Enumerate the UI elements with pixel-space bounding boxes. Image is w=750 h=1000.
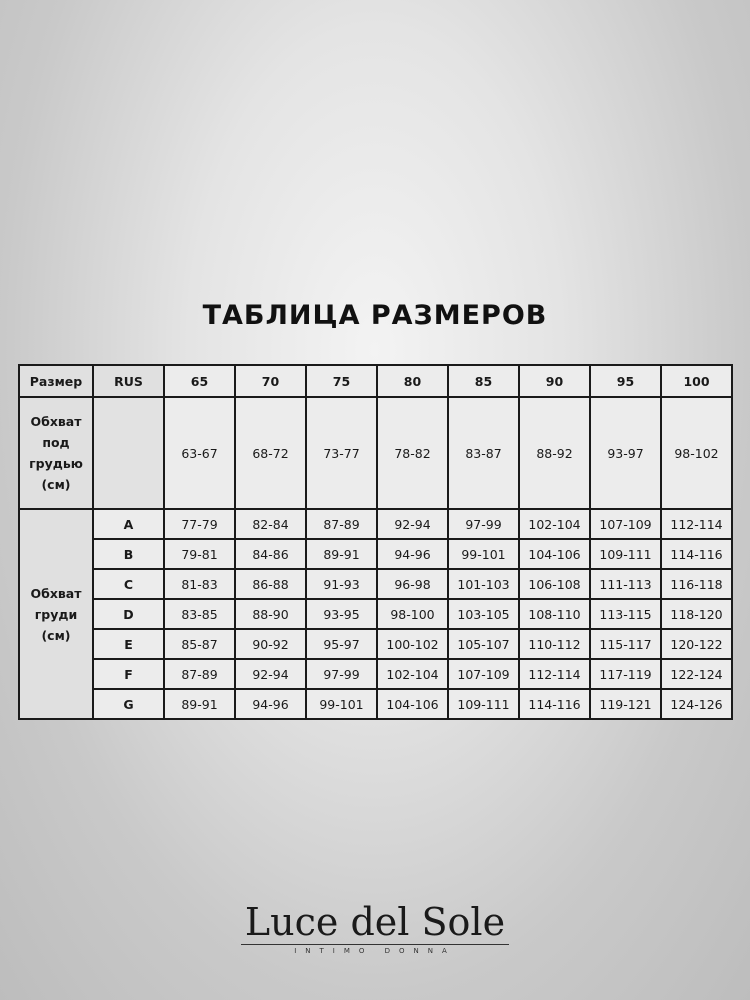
- bust-value: 82-84: [235, 509, 306, 539]
- underbust-label-line: под: [42, 435, 70, 450]
- bust-value: 106-108: [519, 569, 590, 599]
- bust-value: 114-116: [519, 689, 590, 719]
- bust-value: 92-94: [235, 659, 306, 689]
- bust-value: 112-114: [661, 509, 732, 539]
- bust-value: 79-81: [164, 539, 235, 569]
- bust-value: 101-103: [448, 569, 519, 599]
- bust-value: 86-88: [235, 569, 306, 599]
- cup-row: [19, 659, 732, 689]
- bust-value: 124-126: [661, 689, 732, 719]
- bust-value: 104-106: [519, 539, 590, 569]
- size-chart-table: [18, 364, 733, 720]
- size-header: 70: [235, 365, 306, 397]
- bust-value: 116-118: [661, 569, 732, 599]
- bust-label-line: Обхват: [30, 585, 82, 601]
- underbust-value: 83-87: [448, 397, 519, 509]
- size-label-cell: Размер: [19, 365, 93, 397]
- bust-value: 102-104: [377, 659, 448, 689]
- bust-value: 94-96: [235, 689, 306, 719]
- bust-value: 109-111: [448, 689, 519, 719]
- bust-value: 81-83: [164, 569, 235, 599]
- cup-row: [19, 629, 732, 659]
- bust-value: 105-107: [448, 629, 519, 659]
- size-header: 95: [590, 365, 661, 397]
- cup-row: [19, 569, 732, 599]
- size-header: 85: [448, 365, 519, 397]
- bust-label-line: груди: [34, 606, 78, 622]
- bust-value: 87-89: [306, 509, 377, 539]
- bust-value: 94-96: [377, 539, 448, 569]
- bust-value: 96-98: [377, 569, 448, 599]
- cup-letter: C: [93, 569, 164, 599]
- bust-value: 77-79: [164, 509, 235, 539]
- cup-letter: D: [93, 599, 164, 629]
- bust-value: 100-102: [377, 629, 448, 659]
- bust-value: 85-87: [164, 629, 235, 659]
- header-row: [19, 365, 732, 397]
- empty-cell: [93, 397, 164, 509]
- bust-value: 103-105: [448, 599, 519, 629]
- bust-label: [19, 509, 93, 719]
- underbust-value: 93-97: [590, 397, 661, 509]
- bust-value: 107-109: [448, 659, 519, 689]
- bust-value: 90-92: [235, 629, 306, 659]
- bust-value: 113-115: [590, 599, 661, 629]
- bust-value: 122-124: [661, 659, 732, 689]
- bust-value: 89-91: [164, 689, 235, 719]
- underbust-label-line: грудью: [29, 456, 83, 471]
- underbust-value: 68-72: [235, 397, 306, 509]
- bust-value: 110-112: [519, 629, 590, 659]
- bust-value: 99-101: [448, 539, 519, 569]
- page-title: ТАБЛИЦА РАЗМЕРОВ: [202, 300, 548, 331]
- bust-value: 91-93: [306, 569, 377, 599]
- bust-value: 83-85: [164, 599, 235, 629]
- bust-value: 97-99: [306, 659, 377, 689]
- bust-value: 104-106: [377, 689, 448, 719]
- underbust-row: [19, 397, 732, 509]
- underbust-value: 63-67: [164, 397, 235, 509]
- underbust-value: 73-77: [306, 397, 377, 509]
- bust-value: 111-113: [590, 569, 661, 599]
- cup-letter: G: [93, 689, 164, 719]
- bust-value: 109-111: [590, 539, 661, 569]
- bust-value: 115-117: [590, 629, 661, 659]
- cup-letter: F: [93, 659, 164, 689]
- underbust-label: [19, 397, 93, 509]
- bust-value: 93-95: [306, 599, 377, 629]
- underbust-value: 98-102: [661, 397, 732, 509]
- cup-row: [19, 599, 732, 629]
- bust-value: 102-104: [519, 509, 590, 539]
- bust-value: 114-116: [661, 539, 732, 569]
- bust-value: 98-100: [377, 599, 448, 629]
- bust-value: 95-97: [306, 629, 377, 659]
- cup-letter: A: [93, 509, 164, 539]
- underbust-label-line: Обхват: [30, 414, 82, 429]
- bust-value: 97-99: [448, 509, 519, 539]
- cup-letter: E: [93, 629, 164, 659]
- size-header: 75: [306, 365, 377, 397]
- underbust-label-line: (см): [41, 477, 71, 492]
- bust-value: 119-121: [590, 689, 661, 719]
- bust-value: 117-119: [590, 659, 661, 689]
- size-header: 90: [519, 365, 590, 397]
- cup-letter: B: [93, 539, 164, 569]
- bust-value: 99-101: [306, 689, 377, 719]
- brand-logo: [0, 900, 750, 955]
- bust-value: 107-109: [590, 509, 661, 539]
- cup-row: [19, 509, 732, 539]
- bust-label-line: (см): [41, 627, 71, 643]
- bust-value: 108-110: [519, 599, 590, 629]
- bust-value: 88-90: [235, 599, 306, 629]
- size-header: 65: [164, 365, 235, 397]
- size-header: 80: [377, 365, 448, 397]
- bust-value: 92-94: [377, 509, 448, 539]
- cup-row: [19, 689, 732, 719]
- bust-value: 118-120: [661, 599, 732, 629]
- bust-value: 87-89: [164, 659, 235, 689]
- brand-tagline: INTIMO DONNA: [294, 947, 456, 955]
- bust-value: 112-114: [519, 659, 590, 689]
- cup-row: [19, 539, 732, 569]
- underbust-value: 78-82: [377, 397, 448, 509]
- rus-label-cell: RUS: [93, 365, 164, 397]
- underbust-value: 88-92: [519, 397, 590, 509]
- brand-name: Luce del Sole: [241, 900, 509, 945]
- bust-value: 84-86: [235, 539, 306, 569]
- bust-value: 120-122: [661, 629, 732, 659]
- size-header: 100: [661, 365, 732, 397]
- bust-value: 89-91: [306, 539, 377, 569]
